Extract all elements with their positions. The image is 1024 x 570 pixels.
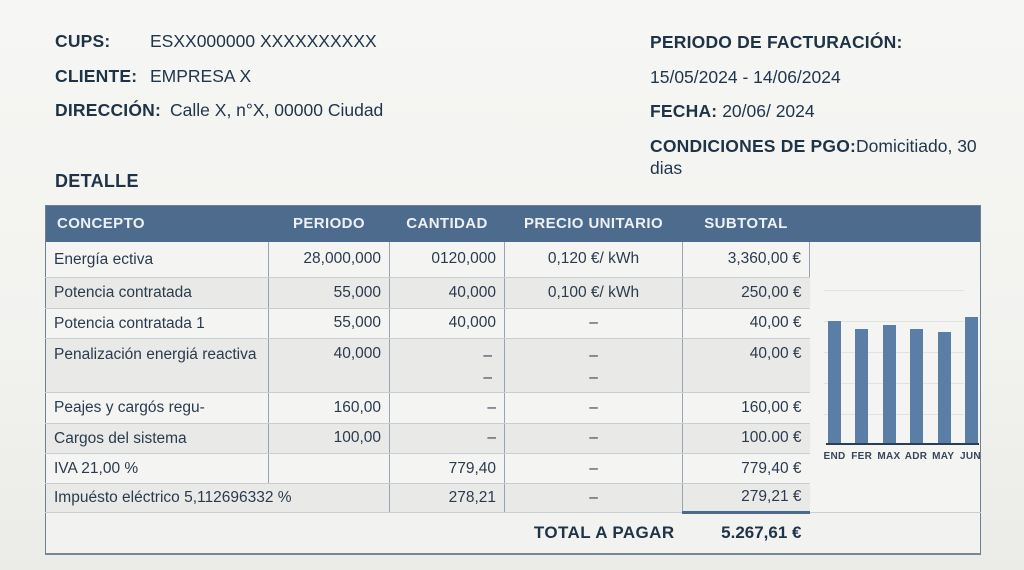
header-precio-unitario: PRECIO UNITARIO xyxy=(505,206,683,242)
client-info-block xyxy=(55,31,383,135)
cups-line xyxy=(55,31,383,52)
bar-end xyxy=(828,321,841,445)
bar-jun xyxy=(965,317,978,445)
cell-concepto: Peajes y cargós regu- xyxy=(46,393,269,423)
cell-cantidad: 40,000 xyxy=(390,308,505,338)
cups-value: ESXX000000 XXXXXXXXXX xyxy=(150,31,377,51)
cell-precio: – xyxy=(505,393,683,423)
cell-periodo: 40,000 xyxy=(269,338,390,393)
cell-precio: – – xyxy=(505,338,683,393)
cell-precio: – xyxy=(505,453,683,483)
cell-periodo: 55,000 xyxy=(269,308,390,338)
cups-label: CUPS: xyxy=(55,31,111,51)
periodo-facturacion-label: PERIODO DE FACTURACIÓN: xyxy=(650,32,903,52)
cell-cantidad: 0120,000 xyxy=(390,242,505,278)
direccion-value: Calle X, n°X, 00000 Ciudad xyxy=(170,100,384,120)
cell-subtotal: 40,00 € xyxy=(683,338,810,393)
cell-precio: – xyxy=(505,308,683,338)
chart-x-axis xyxy=(826,443,979,445)
header-cantidad: CANTIDAD xyxy=(390,206,505,242)
cell-cantidad: 40,000 xyxy=(390,278,505,308)
header-chart-spacer xyxy=(810,206,981,242)
billing-info-block xyxy=(650,31,995,191)
cell-cantidad: – xyxy=(390,423,505,453)
cell-concepto: Potencia contratada 1 xyxy=(46,308,269,338)
cliente-label: CLIENTE: xyxy=(55,65,138,86)
total-label: TOTAL A PAGAR xyxy=(46,512,683,554)
cell-subtotal: 100.00 € xyxy=(683,423,810,453)
bar-label-may: MAY xyxy=(932,450,955,462)
condiciones-line xyxy=(650,135,995,179)
table-row xyxy=(46,242,981,278)
bar-max xyxy=(883,325,896,445)
bar-label-max: MAX xyxy=(877,450,901,462)
bar-label-fer: FER xyxy=(851,450,873,462)
cell-cantidad: 278,21 xyxy=(390,484,505,512)
detalle-title: DETALLE xyxy=(55,171,139,191)
cell-periodo: 160,00 xyxy=(269,393,390,423)
cell-cantidad: – xyxy=(390,393,505,423)
cell-periodo xyxy=(269,453,390,483)
chart-gridline xyxy=(824,290,964,291)
consumption-bar-chart xyxy=(818,244,981,510)
bar-fer xyxy=(855,329,868,445)
header-concepto: CONCEPTO xyxy=(46,206,269,242)
bar-labels xyxy=(821,451,981,462)
cell-cantidad: 779,40 xyxy=(390,453,505,483)
cell-subtotal: 160,00 € xyxy=(683,393,810,423)
bar-label-jun: JUN xyxy=(959,450,981,462)
header-periodo: PERIODO xyxy=(269,206,390,242)
total-row xyxy=(46,512,981,554)
total-value: 5.267,61 € xyxy=(683,512,810,554)
cell-precio: – xyxy=(505,484,683,512)
cell-concepto: Cargos del sistema xyxy=(46,423,269,453)
cell-subtotal: 250,00 € xyxy=(683,278,810,308)
bar-label-adr: ADR xyxy=(904,450,928,462)
consumption-chart-cell xyxy=(810,242,981,513)
cell-periodo: 55,000 xyxy=(269,278,390,308)
cell-precio: 0,100 €/ kWh xyxy=(505,278,683,308)
bar-adr xyxy=(910,329,923,445)
table-header-row xyxy=(46,206,981,242)
cell-periodo: 100,00 xyxy=(269,423,390,453)
cell-concepto: IVA 21,00 % xyxy=(46,453,269,483)
cell-concepto: Potencia contratada xyxy=(46,278,269,308)
bar-series xyxy=(828,317,978,445)
fecha-line xyxy=(650,100,995,122)
periodo-facturacion-value: 15/05/2024 - 14/06/2024 xyxy=(650,66,841,87)
invoice-detail-table xyxy=(45,205,981,555)
cell-concepto: Impuésto eléctrico 5,112696332 % xyxy=(46,484,390,512)
cell-subtotal: 40,00 € xyxy=(683,308,810,338)
cell-subtotal: 779,40 € xyxy=(683,453,810,483)
cell-subtotal: 279,21 € xyxy=(683,484,810,512)
header-subtotal: SUBTOTAL xyxy=(683,206,810,242)
total-chart-spacer xyxy=(810,512,981,554)
fecha-label: FECHA: xyxy=(650,101,718,121)
cliente-line xyxy=(55,66,383,87)
cell-precio: – xyxy=(505,423,683,453)
cell-concepto: Penalización energiá reactiva xyxy=(46,338,269,393)
fecha-value: 20/06/ 2024 xyxy=(722,101,815,121)
cell-periodo: 28,000,000 xyxy=(269,242,390,278)
cell-concepto: Energía ectiva xyxy=(46,242,269,278)
condiciones-value: Domicitiado, 30 dias xyxy=(650,135,977,178)
cell-precio: 0,120 €/ kWh xyxy=(505,242,683,278)
cell-cantidad: – – xyxy=(390,338,505,393)
bar-may xyxy=(938,332,951,445)
condiciones-label: CONDICIONES DE PGO: xyxy=(650,135,857,156)
cliente-value: EMPRESA X xyxy=(150,65,252,86)
direccion-label: DIRECCIÓN: xyxy=(55,100,162,120)
cell-subtotal: 3,360,00 € xyxy=(683,242,810,278)
bar-label-end: END xyxy=(823,450,846,462)
direccion-line xyxy=(55,100,383,121)
